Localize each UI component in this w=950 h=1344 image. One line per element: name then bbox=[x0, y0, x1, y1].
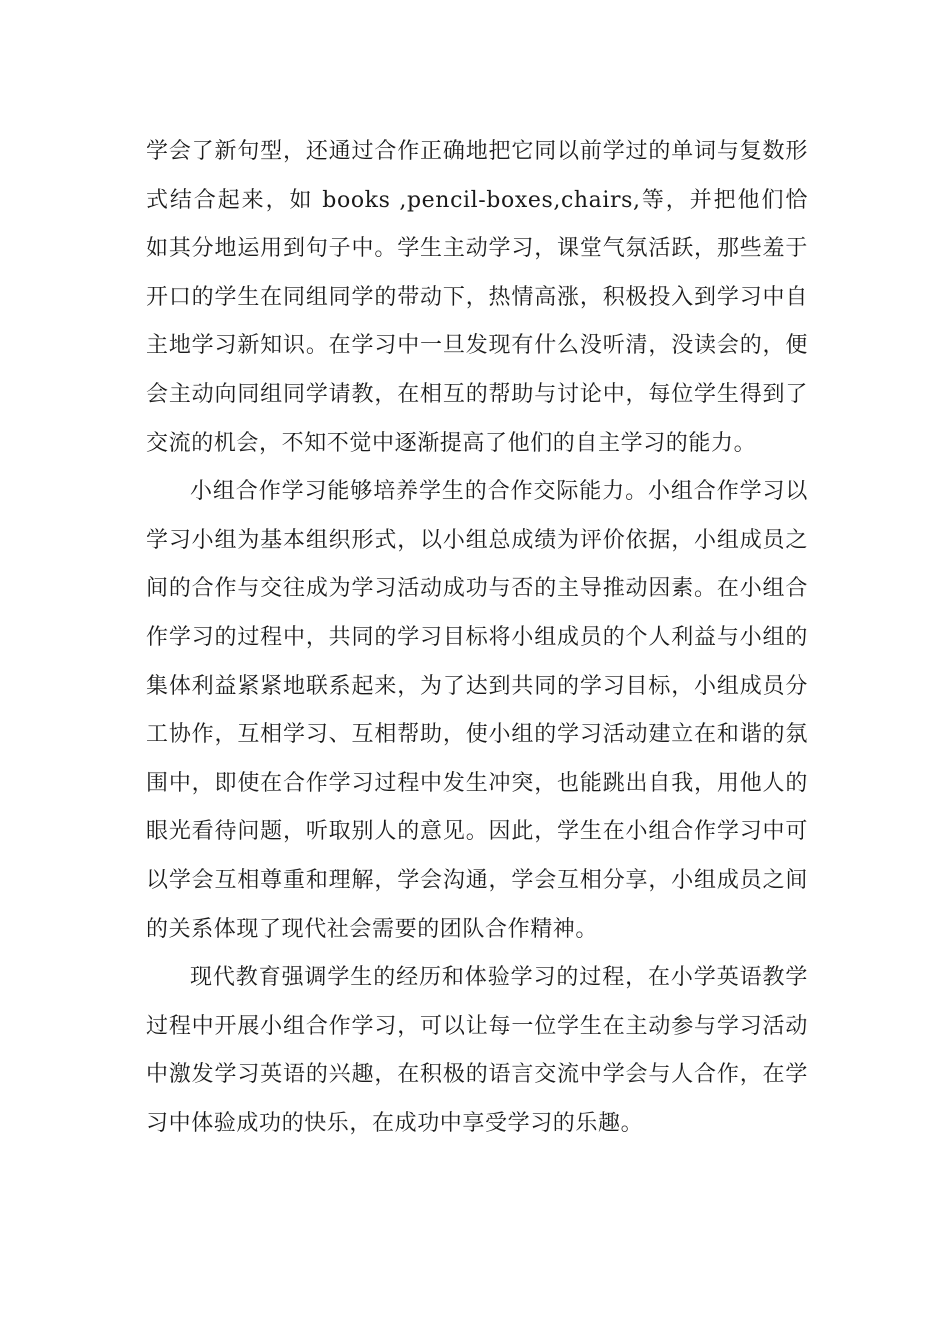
paragraph-2: 小组合作学习能够培养学生的合作交际能力。小组合作学习以学习小组为基本组织形式，以小组总成绩为评价依据，小组成员之间的合作与交往成为学习活动成功与否的主导推动因素。在小组合作学习的过程中，共同的学习目标将小组成员的个人利益与小组的集体利益紧紧地联系起来，为了达到共同的学习目标，小组成员分工协作，互相学习、互相帮助，使小组的学习活动建立在和谐的氛围中，即使在合作学习过程中发生冲突，也能跳出自我，用他人的眼光看待问题，听取别人的意见。因此，学生在小组合作学习中可以学会互相尊重和理解，学会沟通，学会互相分享，小组成员之间的关系体现了现代社会需要的团队合作精神。 bbox=[146, 479, 808, 942]
document-body bbox=[146, 128, 808, 1148]
paragraph-1: 学会了新句型，还通过合作正确地把它同以前学过的单词与复数形式结合起来，如 books ,pencil-boxes,chairs,等，并把他们恰如其分地运用到句子中。学生主动学习，课堂气氛活跃，那些羞于开口的学生在同组同学的带动下，热情高涨，积极投入到学习中自主地学习新知识。在学习中一旦发现有什么没听清，没读会的，便会主动向同组同学请教，在相互的帮助与讨论中，每位学生得到了交流的机会，不知不觉中逐渐提高了他们的自主学习的能力。 bbox=[146, 139, 808, 456]
paragraph-3: 现代教育强调学生的经历和体验学习的过程，在小学英语教学过程中开展小组合作学习，可以让每一位学生在主动参与学习活动中激发学习英语的兴趣，在积极的语言交流中学会与人合作，在学习中体验成功的快乐，在成功中享受学习的乐趣。 bbox=[146, 965, 808, 1136]
